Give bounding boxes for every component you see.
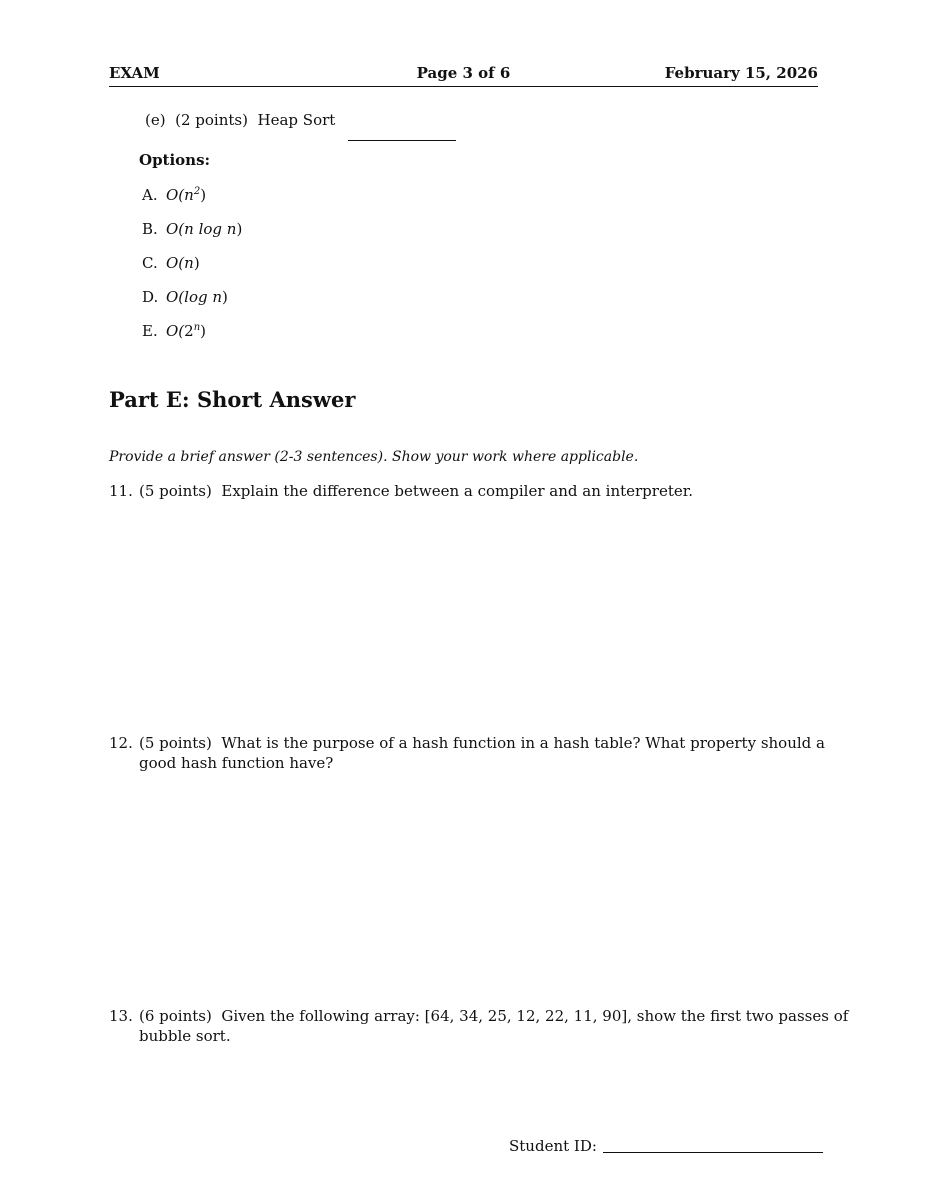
header-page-number: Page 3 of 6: [416, 64, 511, 82]
option-b-prefix: O(: [166, 220, 185, 238]
question-12-points: (5 points): [139, 734, 212, 752]
part-e-instructions: Provide a brief answer (2-3 sentences). Show your work where applicable.: [109, 449, 639, 465]
option-a-letter: A.: [142, 186, 158, 204]
option-a-suffix: ): [200, 186, 207, 204]
option-d: [142, 287, 228, 307]
option-d-prefix: O(: [166, 288, 185, 306]
subquestion-e-text: Heap Sort: [257, 111, 336, 129]
header-date: February 15, 2026: [664, 64, 818, 82]
subquestion-e-points: (2 points): [175, 111, 248, 129]
option-d-suffix: ): [222, 288, 228, 306]
option-e-letter: E.: [142, 322, 158, 340]
option-a-sup: 2: [193, 186, 201, 197]
question-13-text-line1: Given the following array: [64, 34, 25, 12, 22, 11, 90], show the first two passes of: [221, 1007, 849, 1025]
option-c-var: n: [184, 254, 194, 272]
student-id-field: [509, 1136, 823, 1156]
option-c-prefix: O(: [166, 254, 185, 272]
answer-area-12[interactable]: [139, 785, 818, 995]
question-13-text-line2: bubble sort.: [139, 1027, 231, 1045]
question-12-text-line2: good hash function have?: [139, 754, 334, 772]
question-11-text: Explain the difference between a compiler and an interpreter.: [221, 482, 694, 500]
option-e-var: 2: [184, 322, 194, 340]
options-title: Options:: [139, 151, 211, 169]
section-title-part-e: Part E: Short Answer: [109, 387, 356, 412]
option-e-sup: n: [193, 322, 201, 333]
option-c-letter: C.: [142, 254, 158, 272]
subquestion-e-label: (e): [145, 111, 166, 129]
question-13: [109, 1006, 849, 1046]
question-11-points: (5 points): [139, 482, 212, 500]
option-a: [142, 185, 206, 205]
student-id-input[interactable]: [603, 1152, 823, 1153]
answer-blank-e[interactable]: [348, 126, 456, 145]
question-13-number: 13.: [109, 1007, 133, 1025]
question-12: [109, 733, 825, 773]
option-b-letter: B.: [142, 220, 158, 238]
option-e-suffix: ): [200, 322, 207, 340]
question-12-number: 12.: [109, 734, 133, 752]
option-b: [142, 219, 242, 239]
option-e-prefix: O(: [166, 322, 185, 340]
option-d-var: log n: [184, 288, 223, 306]
option-b-suffix: ): [236, 220, 243, 238]
question-12-text-line1: What is the purpose of a hash function in a hash table? What property should a: [221, 734, 825, 752]
question-11-number: 11.: [109, 482, 133, 500]
option-c-suffix: ): [193, 254, 200, 272]
answer-area-13[interactable]: [139, 1055, 818, 1125]
question-13-points: (6 points): [139, 1007, 212, 1025]
option-c: [142, 253, 200, 273]
student-id-label: Student ID:: [509, 1137, 597, 1155]
answer-area-11[interactable]: [139, 510, 818, 725]
option-a-var: n: [184, 186, 194, 204]
option-d-letter: D.: [142, 288, 159, 306]
option-b-var: n log n: [184, 220, 237, 238]
option-e: [142, 321, 206, 341]
subquestion-e: [145, 110, 335, 130]
option-a-prefix: O(: [166, 186, 185, 204]
header-exam-label: EXAM: [109, 64, 160, 82]
page-header: [109, 64, 818, 87]
